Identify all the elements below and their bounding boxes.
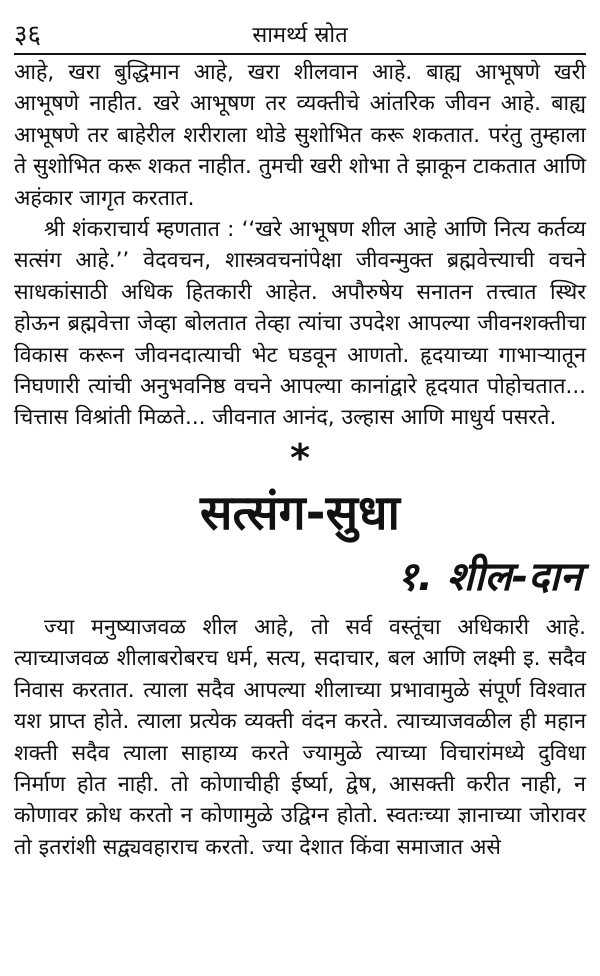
running-title: सामर्थ्य स्रोत xyxy=(252,23,348,48)
header-rule xyxy=(14,53,586,55)
section-title: १. शील-दान xyxy=(396,553,582,600)
paragraph-3: ज्या मनुष्याजवळ शील आहे, तो सर्व वस्तूंचा अधिकारी आहे. त्याच्याजवळ शीलाबरोबरच धर्म, सत्य, सदाचार, बल आणि लक्ष्मी इ. सदैव निवास करतात. त्याला सदैव आपल्या शीलाच्या प्रभावामुळे संपूर्ण विश्वात यश प्राप्त होते. त्याला प्रत्येक व्यक्ती वंदन करते. त्याच्याजवळील ही महान शक्ती सदैव त्याला साहाय्य करते ज्यामुळे त्याच्या विचारांमध्ये दुविधा निर्माण होत नाही. तो कोणाचीही ईर्ष्या, द्वेष, आसक्ती करीत नाही, न कोणावर क्रोध करतो न कोणामुळे उद्विग्न होतो. स्वतःच्या ज्ञानाच्या जोरावर तो इतरांशी सद्व्यवहाराच करतो. ज्या देशात किंवा समाजात असे xyxy=(14,614,586,860)
paragraph-2: श्री शंकराचार्य म्हणतात : ‘‘खरे आभूषण शील आहे आणि नित्य कर्तव्य सत्संग आहे.’’ वेदवचन, शास्त्रवचनांपेक्षा जीवन्मुक्त ब्रह्मवेत्त्याची वचने साधकांसाठी अधिक हितकारी आहेत. अपौरुषेय सनातन तत्त्वात स्थिर होऊन ब्रह्मवेत्ता जेव्हा बोलतात तेव्हा त्यांचा उपदेश आपल्या जीवनशक्तीचा विकास करून जीवनदात्याची भेट घडवून आणतो. हृदयाच्या गाभाऱ्यातून निघणारी त्यांची अनुभवनिष्ठ वचने आपल्या कानांद्वारे हृदयात पोहोचतात... चित्तास विश्रांती मिळते... जीवनात आनंद, उल्हास आणि माधुर्य पसरते. xyxy=(14,217,586,431)
chapter-title: सत्संग-सुधा xyxy=(200,484,400,541)
paragraph-1: आहे, खरा बुद्धिमान आहे, खरा शीलवान आहे. बाह्य आभूषणे खरी आभूषणे नाहीत. खरे आभूषण तर व्यक्तीचे आंतरिक जीवन आहे. बाह्य आभूषणे तर बाहेरील शरीराला थोडे सुशोभित करू शकतात. परंतु तुम्हाला ते सुशोभित करू शकत नाहीत. तुमची खरी शोभा ते झाकून टाकतात आणि अहंकार जागृत करतात. xyxy=(14,60,586,211)
page-number: ३६ xyxy=(14,20,42,50)
book-page xyxy=(14,0,586,976)
section-separator: * xyxy=(290,435,310,480)
page-header xyxy=(14,0,586,54)
